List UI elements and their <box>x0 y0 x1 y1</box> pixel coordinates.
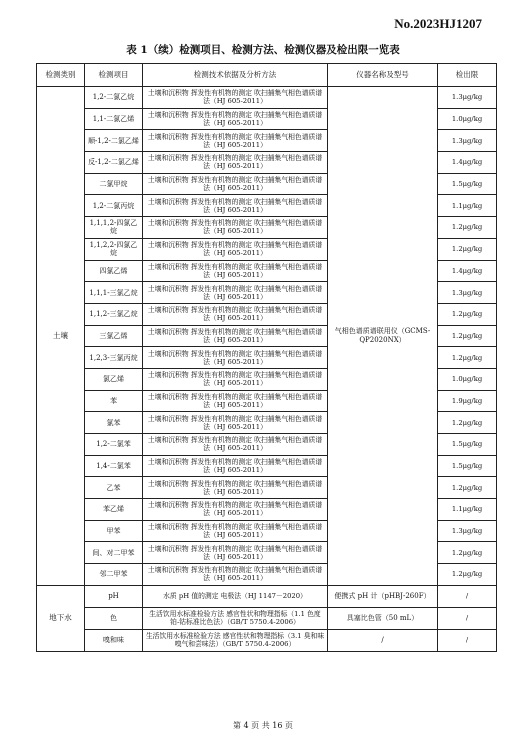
method-cell: 土壤和沉积物 挥发性有机物的测定 吹扫捕集气相色谱质谱法（HJ 605-2011） <box>143 282 328 304</box>
limit-cell: 1.4μg/kg <box>438 152 497 174</box>
method-cell: 土壤和沉积物 挥发性有机物的测定 吹扫捕集气相色谱质谱法（HJ 605-2011） <box>143 564 328 586</box>
method-cell: 土壤和沉积物 挥发性有机物的测定 吹扫捕集气相色谱质谱法（HJ 605-2011） <box>143 173 328 195</box>
method-cell: 土壤和沉积物 挥发性有机物的测定 吹扫捕集气相色谱质谱法（HJ 605-2011） <box>143 260 328 282</box>
method-cell: 土壤和沉积物 挥发性有机物的测定 吹扫捕集气相色谱质谱法（HJ 605-2011） <box>143 368 328 390</box>
header-category: 检测类别 <box>37 64 85 87</box>
limit-cell: 1.3μg/kg <box>438 87 497 109</box>
item-cell: 嗅和味 <box>85 629 143 651</box>
table-row <box>37 87 497 109</box>
method-cell: 生活饮用水标准检验方法 感官性状和物理指标（3.1 臭和味 嗅气和尝味法）（GB/T 5750.4-2006） <box>143 629 328 651</box>
item-cell: 三氯乙烯 <box>85 325 143 347</box>
method-cell: 土壤和沉积物 挥发性有机物的测定 吹扫捕集气相色谱质谱法（HJ 605-2011） <box>143 542 328 564</box>
table-row <box>37 607 497 629</box>
limit-cell: 1.1μg/kg <box>438 195 497 217</box>
limit-cell: / <box>438 629 497 651</box>
method-cell: 土壤和沉积物 挥发性有机物的测定 吹扫捕集气相色谱质谱法（HJ 605-2011） <box>143 303 328 325</box>
table-title: 表 1（续）检测项目、检测方法、检测仪器及检出限一览表 <box>126 44 400 56</box>
method-cell: 土壤和沉积物 挥发性有机物的测定 吹扫捕集气相色谱质谱法（HJ 605-2011） <box>143 390 328 412</box>
item-cell: 苯乙烯 <box>85 499 143 521</box>
item-cell: 1,1-二氯乙烯 <box>85 108 143 130</box>
limit-cell: 1.0μg/kg <box>438 368 497 390</box>
item-cell: 1,1,1,2-四氯乙烷 <box>85 217 143 239</box>
limit-cell: 1.2μg/kg <box>438 412 497 434</box>
limit-cell: 1.3μg/kg <box>438 282 497 304</box>
method-cell: 土壤和沉积物 挥发性有机物的测定 吹扫捕集气相色谱质谱法（HJ 605-2011） <box>143 477 328 499</box>
method-cell: 土壤和沉积物 挥发性有机物的测定 吹扫捕集气相色谱质谱法（HJ 605-2011） <box>143 434 328 456</box>
item-cell: 乙苯 <box>85 477 143 499</box>
method-cell: 水质 pH 值的测定 电极法（HJ 1147－2020） <box>143 585 328 607</box>
item-cell: 1,2-二氯丙烷 <box>85 195 143 217</box>
instrument-cell: 气相色谱质谱联用仪（GCMS-QP2020NX） <box>328 87 438 586</box>
header-limit: 检出限 <box>438 64 497 87</box>
limit-cell: 1.3μg/kg <box>438 520 497 542</box>
instrument-cell: 具塞比色管（50 mL） <box>328 607 438 629</box>
item-cell: 邻二甲苯 <box>85 564 143 586</box>
item-cell: 氯乙烯 <box>85 368 143 390</box>
limit-cell: 1.0μg/kg <box>438 108 497 130</box>
method-cell: 土壤和沉积物 挥发性有机物的测定 吹扫捕集气相色谱质谱法（HJ 605-2011） <box>143 238 328 260</box>
item-cell: 甲苯 <box>85 520 143 542</box>
method-cell: 生活饮用水标准检验方法 感官性状和物理指标（1.1 色度 铂-钴标准比色法）（GB/T 5750.4-2006） <box>143 607 328 629</box>
method-cell: 土壤和沉积物 挥发性有机物的测定 吹扫捕集气相色谱质谱法（HJ 605-2011） <box>143 347 328 369</box>
instrument-cell: / <box>328 629 438 651</box>
item-cell: 四氯乙烯 <box>85 260 143 282</box>
item-cell: 氯苯 <box>85 412 143 434</box>
instrument-cell: 便携式 pH 计（pHBJ-260F） <box>328 585 438 607</box>
limit-cell: 1.2μg/kg <box>438 303 497 325</box>
item-cell: 反-1,2-二氯乙烯 <box>85 152 143 174</box>
limit-cell: 1.2μg/kg <box>438 477 497 499</box>
detection-table <box>36 63 497 652</box>
item-cell: 1,2-二氯乙烷 <box>85 87 143 109</box>
method-cell: 土壤和沉积物 挥发性有机物的测定 吹扫捕集气相色谱质谱法（HJ 605-2011） <box>143 108 328 130</box>
method-cell: 土壤和沉积物 挥发性有机物的测定 吹扫捕集气相色谱质谱法（HJ 605-2011） <box>143 412 328 434</box>
method-cell: 土壤和沉积物 挥发性有机物的测定 吹扫捕集气相色谱质谱法（HJ 605-2011） <box>143 499 328 521</box>
header-method: 检测技术依据及分析方法 <box>143 64 328 87</box>
method-cell: 土壤和沉积物 挥发性有机物的测定 吹扫捕集气相色谱质谱法（HJ 605-2011） <box>143 152 328 174</box>
item-cell: pH <box>85 585 143 607</box>
limit-cell: 1.5μg/kg <box>438 434 497 456</box>
limit-cell: 1.2μg/kg <box>438 542 497 564</box>
limit-cell: 1.5μg/kg <box>438 455 497 477</box>
method-cell: 土壤和沉积物 挥发性有机物的测定 吹扫捕集气相色谱质谱法（HJ 605-2011） <box>143 195 328 217</box>
item-cell: 苯 <box>85 390 143 412</box>
document-number: No.2023HJ1207 <box>394 16 482 31</box>
table-row <box>37 585 497 607</box>
item-cell: 顺-1,2-二氯乙烯 <box>85 130 143 152</box>
limit-cell: 1.2μg/kg <box>438 347 497 369</box>
method-cell: 土壤和沉积物 挥发性有机物的测定 吹扫捕集气相色谱质谱法（HJ 605-2011） <box>143 217 328 239</box>
item-cell: 1,1,2-三氯乙烷 <box>85 303 143 325</box>
limit-cell: 1.2μg/kg <box>438 325 497 347</box>
page-footer: 第 4 页 共 16 页 <box>233 721 293 730</box>
header-item: 检测项目 <box>85 64 143 87</box>
table-row <box>37 629 497 651</box>
method-cell: 土壤和沉积物 挥发性有机物的测定 吹扫捕集气相色谱质谱法（HJ 605-2011） <box>143 130 328 152</box>
limit-cell: 1.1μg/kg <box>438 499 497 521</box>
limit-cell: 1.2μg/kg <box>438 217 497 239</box>
limit-cell: 1.2μg/kg <box>438 564 497 586</box>
method-cell: 土壤和沉积物 挥发性有机物的测定 吹扫捕集气相色谱质谱法（HJ 605-2011） <box>143 325 328 347</box>
item-cell: 1,4-二氯苯 <box>85 455 143 477</box>
item-cell: 1,1,2,2-四氯乙烷 <box>85 238 143 260</box>
item-cell: 1,1,1-三氯乙烷 <box>85 282 143 304</box>
item-cell: 1,2,3-三氯丙烷 <box>85 347 143 369</box>
limit-cell: / <box>438 607 497 629</box>
item-cell: 间、对二甲苯 <box>85 542 143 564</box>
table-header-row <box>37 64 497 87</box>
limit-cell: / <box>438 585 497 607</box>
item-cell: 1,2-二氯苯 <box>85 434 143 456</box>
method-cell: 土壤和沉积物 挥发性有机物的测定 吹扫捕集气相色谱质谱法（HJ 605-2011） <box>143 87 328 109</box>
item-cell: 二氯甲烷 <box>85 173 143 195</box>
method-cell: 土壤和沉积物 挥发性有机物的测定 吹扫捕集气相色谱质谱法（HJ 605-2011） <box>143 520 328 542</box>
limit-cell: 1.9μg/kg <box>438 390 497 412</box>
limit-cell: 1.5μg/kg <box>438 173 497 195</box>
method-cell: 土壤和沉积物 挥发性有机物的测定 吹扫捕集气相色谱质谱法（HJ 605-2011） <box>143 455 328 477</box>
header-instrument: 仪器名称及型号 <box>328 64 438 87</box>
limit-cell: 1.3μg/kg <box>438 130 497 152</box>
item-cell: 色 <box>85 607 143 629</box>
category-groundwater: 地下水 <box>37 585 85 651</box>
category-soil: 土壤 <box>37 87 85 586</box>
limit-cell: 1.2μg/kg <box>438 238 497 260</box>
limit-cell: 1.4μg/kg <box>438 260 497 282</box>
